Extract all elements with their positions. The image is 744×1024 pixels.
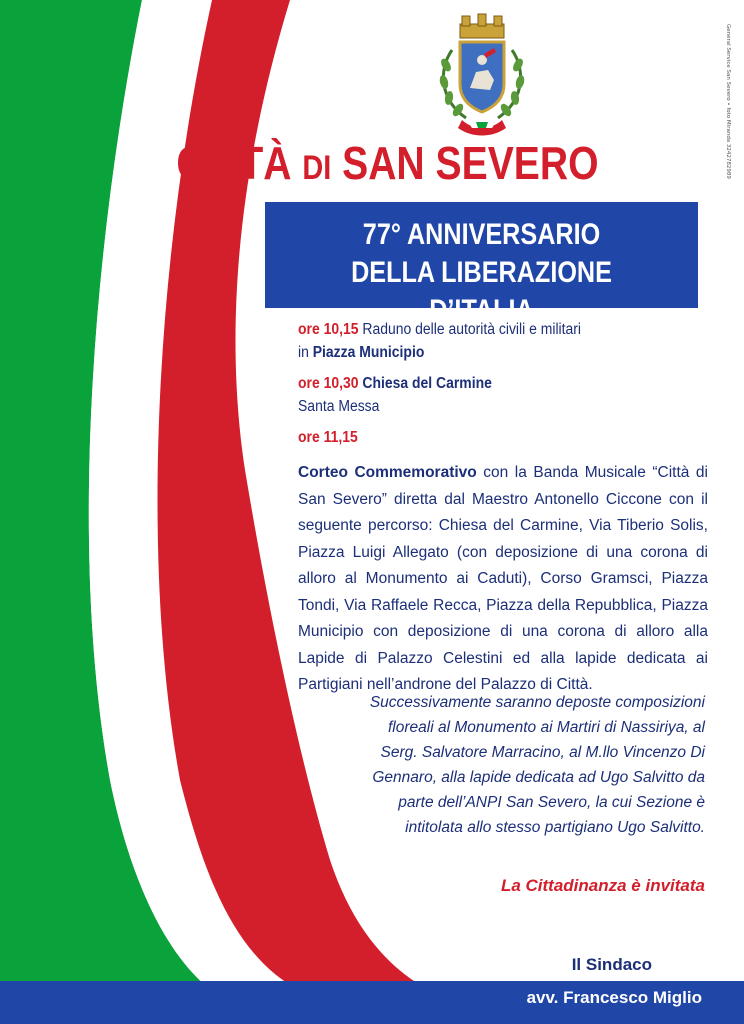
program-item-1-line-b xyxy=(298,341,667,364)
city-coat-of-arms-icon xyxy=(432,10,532,142)
procession-text: con la Banda Musicale “Città di San Severo” diretta dal Maestro Antonello Ciccone con il seguente percorso: Chiesa del Carmine, Via Tiberio Solis, Piazza Luigi Allegato (con deposizione di una corona di alloro al Monumento ai Caduti), Corso Gramsci, Piazza Tondi, Via Raffaele Recca, Piazza della Repubblica, Piazza Municipio con deposizione di una corona di alloro alla Lapide di Palazzo Celestini ed alla lapide dedicata ai Partigiani nell’androne del Palazzo di Città. xyxy=(298,464,708,693)
floral-tributes-note: Successivamente saranno deposte composizioni floreali al Monumento ai Martiri di Nassiriya, al Serg. Salvatore Marracino, al M.llo Vincenzo Di Gennaro, alla lapide dedicata ad Ugo Salvitto da parte dell’ANPI San Severo, la cui Sezione è intitolata allo stesso partigiano Ugo Salvitto. xyxy=(369,694,705,836)
printer-credit: General Service San Severo • foto Miranda 3242782989 xyxy=(725,24,731,179)
event-program xyxy=(298,318,708,449)
procession-description xyxy=(298,460,708,699)
city-title-part1: CITTÀ xyxy=(176,137,292,189)
program-item-2-line-b: Santa Messa xyxy=(298,398,380,415)
mayor-role: Il Sindaco xyxy=(571,955,652,974)
program-item-2-place: Chiesa del Carmine xyxy=(358,375,492,392)
city-title-part2: DI xyxy=(302,149,332,187)
program-item-3-time-line xyxy=(298,426,667,449)
program-item-1-line-a xyxy=(298,318,667,341)
program-item-2-line-a xyxy=(298,372,667,395)
procession-title: Corteo Commemorativo xyxy=(298,464,477,481)
invitation-text: La Cittadinanza è invitata xyxy=(500,876,705,895)
program-item-2-time: ore 10,30 xyxy=(298,375,359,392)
program-item-3-time: ore 11,15 xyxy=(298,429,358,446)
program-item-1-text: Raduno delle autorità civili e militari xyxy=(358,321,582,338)
program-item-1-place: Piazza Municipio xyxy=(312,344,425,361)
anniversary-banner xyxy=(265,202,698,327)
program-item-1-time: ore 10,15 xyxy=(298,321,359,338)
city-title-part3: SAN SEVERO xyxy=(342,137,599,189)
anniversary-line1: 77° ANNIVERSARIO xyxy=(362,218,601,251)
city-title xyxy=(71,136,703,190)
program-item-1-prefix: in xyxy=(298,344,313,361)
anniversary-line2: DELLA LIBERAZIONE D’ITALIA xyxy=(351,256,612,327)
mayor-name: avv. Francesco Miglio xyxy=(526,988,702,1007)
